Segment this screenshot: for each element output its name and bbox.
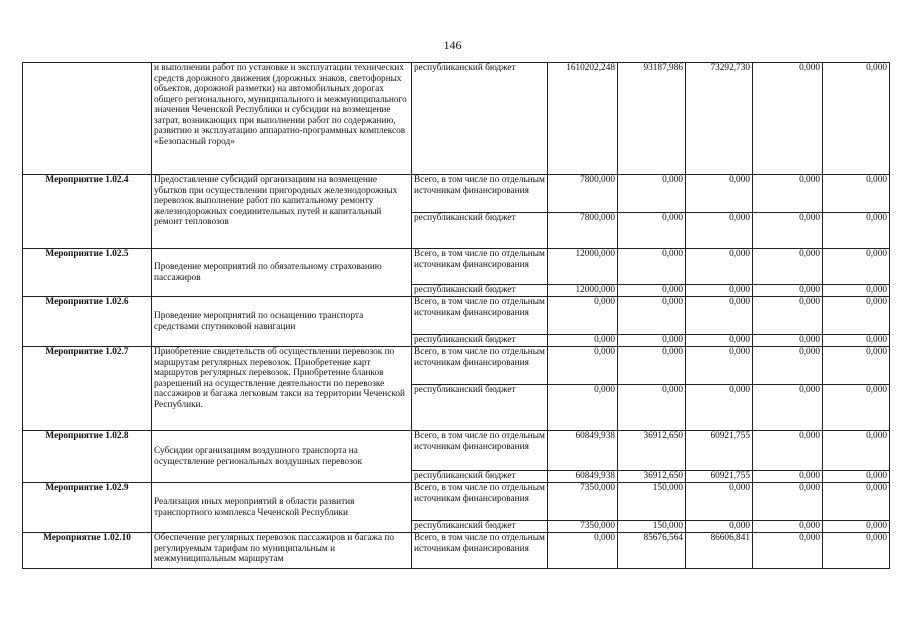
amount-cell: 0,000 [823,249,890,285]
funding-source: республиканский бюджет [412,63,548,175]
amount-cell: 0,000 [686,285,753,297]
table-row [23,63,890,175]
measure-description: Проведение мероприятий по оснащению транспорта средствами спутниковой навигации [152,297,412,347]
amount-cell: 0,000 [686,521,753,533]
funding-source: Всего, в том числе по отдельным источникам финансирования [412,249,548,285]
amount-cell: 0,000 [686,213,753,249]
measure-description: Субсидии организациям воздушного транспорта на осуществление региональных воздушных перевозок [152,431,412,483]
amount-cell: 0,000 [753,347,823,385]
amount-cell: 150,000 [618,521,686,533]
amount-cell: 0,000 [686,385,753,431]
funding-source: Всего, в том числе по отдельным источникам финансирования [412,483,548,521]
amount-cell: 0,000 [686,175,753,213]
amount-cell: 0,000 [823,533,890,569]
amount-cell: 0,000 [753,533,823,569]
amount-cell: 0,000 [823,63,890,175]
amount-cell: 0,000 [618,213,686,249]
amount-cell: 0,000 [823,431,890,471]
table-row [23,483,890,521]
amount-cell: 0,000 [823,385,890,431]
amount-cell: 60921,755 [686,471,753,483]
amount-cell: 0,000 [823,483,890,521]
funding-source: Всего, в том числе по отдельным источникам финансирования [412,347,548,385]
funding-source: республиканский бюджет [412,285,548,297]
funding-source: Всего, в том числе по отдельным источникам финансирования [412,297,548,335]
measure-code: Мероприятие 1.02.6 [23,297,152,347]
measure-description: Приобретение свидетельств об осуществлении перевозок по маршрутам регулярных перевозок. Приобретение карт маршрутов регулярных перевозок. Приобретение бланков разрешений на осуществление деятельности по перевозке пассажиров и багажа легковым такси на территории Чеченской Республики. [152,347,412,431]
amount-cell: 7800,000 [548,175,618,213]
page-number: 146 [443,38,462,52]
funding-source: республиканский бюджет [412,521,548,533]
amount-cell: 0,000 [618,249,686,285]
table-row [23,431,890,471]
amount-cell: 73292,730 [686,63,753,175]
table-row [23,249,890,285]
amount-cell: 7350,000 [548,483,618,521]
amount-cell: 0,000 [686,483,753,521]
table-row [23,297,890,335]
amount-cell: 0,000 [618,297,686,335]
amount-cell: 86606,841 [686,533,753,569]
amount-cell: 0,000 [618,385,686,431]
amount-cell: 0,000 [823,213,890,249]
amount-cell: 0,000 [823,347,890,385]
amount-cell: 0,000 [823,285,890,297]
amount-cell: 0,000 [753,385,823,431]
funding-source: республиканский бюджет [412,213,548,249]
amount-cell: 93187,986 [618,63,686,175]
amount-cell: 0,000 [753,297,823,335]
amount-cell: 0,000 [618,285,686,297]
funding-source: Всего, в том числе по отдельным источникам финансирования [412,533,548,569]
amount-cell: 0,000 [548,335,618,347]
amount-cell: 0,000 [753,175,823,213]
amount-cell: 0,000 [753,63,823,175]
amount-cell: 60921,755 [686,431,753,471]
amount-cell: 36912,650 [618,431,686,471]
budget-table [22,62,890,569]
amount-cell: 0,000 [753,213,823,249]
amount-cell: 0,000 [823,335,890,347]
amount-cell: 0,000 [686,249,753,285]
amount-cell: 0,000 [823,521,890,533]
measure-description: и выполнении работ по установке и эксплуатации технических средств дорожного движения (дорожных знаков, светофорных объектов, дорожной разметки) на автомобильных дорогах общего регионального, муниципального и межмуниципального значения Чеченской Республики и субсидии на возмещение затрат, возникающих при выполнении работ по содержанию, развитию и эксплуатацию аппаратно-программных комплексов «Безопасный город» [152,63,412,175]
amount-cell: 0,000 [753,285,823,297]
amount-cell: 150,000 [618,483,686,521]
measure-code: Мероприятие 1.02.9 [23,483,152,533]
amount-cell: 0,000 [753,483,823,521]
amount-cell: 0,000 [618,335,686,347]
amount-cell: 0,000 [753,431,823,471]
amount-cell: 0,000 [753,249,823,285]
amount-cell: 1610202,248 [548,63,618,175]
measure-code: Мероприятие 1.02.4 [23,175,152,249]
amount-cell: 0,000 [548,385,618,431]
amount-cell: 0,000 [686,335,753,347]
amount-cell: 85676,564 [618,533,686,569]
amount-cell: 0,000 [548,347,618,385]
amount-cell: 0,000 [823,471,890,483]
amount-cell: 0,000 [753,471,823,483]
amount-cell: 60849,938 [548,431,618,471]
table-row [23,347,890,385]
amount-cell: 0,000 [548,297,618,335]
funding-source: республиканский бюджет [412,385,548,431]
measure-code: Мероприятие 1.02.5 [23,249,152,297]
amount-cell: 7800,000 [548,213,618,249]
amount-cell: 12000,000 [548,249,618,285]
funding-source: республиканский бюджет [412,335,548,347]
amount-cell: 60849,938 [548,471,618,483]
amount-cell: 0,000 [823,297,890,335]
amount-cell: 0,000 [753,521,823,533]
amount-cell: 36912,650 [618,471,686,483]
funding-source: Всего, в том числе по отдельным источникам финансирования [412,431,548,471]
table-row [23,175,890,213]
measure-description: Проведение мероприятий по обязательному страхованию пассажиров [152,249,412,297]
amount-cell: 0,000 [686,297,753,335]
measure-description: Предоставление субсидий организациям на возмещение убытков при осуществлении пригородных железнодорожных перевозок выполнение работ по капитальному ремонту железнодорожных соединительных путей и капитальный ремонт тепловозов [152,175,412,249]
amount-cell: 12000,000 [548,285,618,297]
funding-source: Всего, в том числе по отдельным источникам финансирования [412,175,548,213]
measure-code: Мероприятие 1.02.10 [23,533,152,569]
measure-code: Мероприятие 1.02.8 [23,431,152,483]
measure-description: Обеспечение регулярных перевозок пассажиров и багажа по регулируемым тарифам по муниципальным и межмуниципальным маршрутам [152,533,412,569]
measure-code: Мероприятие 1.02.7 [23,347,152,431]
table-row [23,533,890,569]
amount-cell: 0,000 [686,347,753,385]
measure-description: Реализация иных мероприятий в области развития транспортного комплекса Чеченской Республики [152,483,412,533]
amount-cell: 0,000 [548,533,618,569]
amount-cell: 0,000 [618,347,686,385]
amount-cell: 0,000 [618,175,686,213]
amount-cell: 0,000 [753,335,823,347]
measure-code [23,63,152,175]
amount-cell: 0,000 [823,175,890,213]
amount-cell: 7350,000 [548,521,618,533]
funding-source: республиканский бюджет [412,471,548,483]
